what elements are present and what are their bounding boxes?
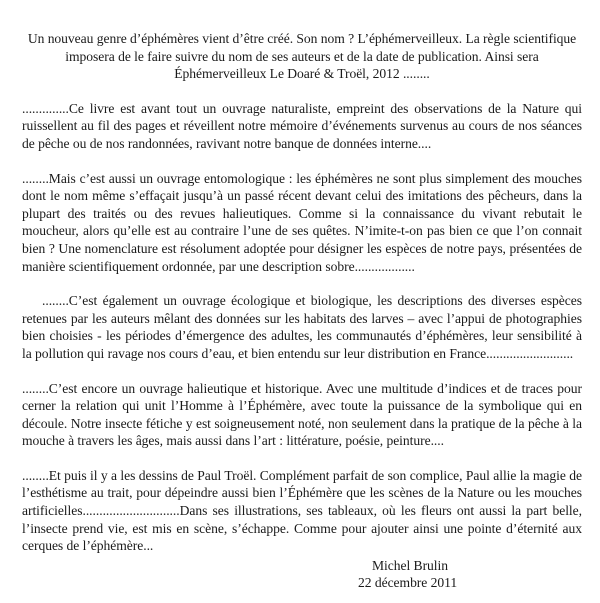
intro-paragraph: Un nouveau genre d’éphémères vient d’être créé. Son nom ? L’éphémerveilleux. La règle scientifique imposera de le faire suivre du nom de ses auteurs et de la date de publication. Ainsi sera Éphémerveilleux Le Doaré & Troël, 2012 ........: [27, 31, 577, 82]
entomological-paragraph: ........Mais c’est aussi un ouvrage entomologique : les éphémères ne sont plus simplement des mouches dont le nom même s’effaçait jusqu’à un passé récent devant celui des imitations des pêcheurs, dans la plupart des traités ou des revues halieutiques. Comme si la connaissance du vivant rebutait le moucheur, alors qu’elle est au contraire l’une de ses quêtes. N’imite-t-on pas bien ce que l’on connait bien ? Une nomenclature est résolument adoptée pour désigner les espèces de notre pays, présentées de manière scientifiquement ordonnée, par une description sobre..................: [22, 170, 582, 274]
signature-date: 22 décembre 2011: [358, 575, 458, 591]
halieutic-paragraph: ........C’est encore un ouvrage halieutique et historique. Avec une multitude d’indices et de traces pour cerner la relation qui unit l’Homme à l’Éphémère, avec toute la puissance de la symbolique qui en découle. Notre insecte fétiche y est soigneusement noté, non seulement dans la pratique de la pêche à la mouche à travers les âges, mais aussi dans l’art : littérature, poésie, peinture....: [22, 380, 582, 449]
drawings-paragraph: ........Et puis il y a les dessins de Paul Troël. Complément parfait de son complice, Paul allie la magie de l’esthétisme au trait, pour dépeindre aussi bien l’Éphémère que les scènes de la Nature ou les mouches artificielles.............................Dans ses illustrations, ses tableaux, où les fleurs ont aussi la part belle, l’insecte prend vie, est mis en scène, s’échappe. Comme pour ajouter ainsi une pointe d’éternité aux cerques de l’éphémère...: [22, 467, 582, 554]
naturalist-paragraph: ..............Ce livre est avant tout un ouvrage naturaliste, empreint des observations de la Nature qui ruissellent au fil des pages et réveillent notre mémoire d’événements survenus au cours de nos séances de pêche ou de nos randonnées, ravivant notre banque de données interne....: [22, 100, 582, 151]
signature-name: Michel Brulin: [372, 557, 448, 573]
ecological-paragraph: ........C’est également un ouvrage écologique et biologique, les descriptions des diverses espèces retenues par les auteurs mêlant des données sur les habitats des larves – avec l’appui de photographies bien choisies - les périodes d’émergence des adultes, les communautés d’éphémères, leur sensibilité à la pollution qui ravage nos cours d’eau, et bien entendu sur leur distribution en France..........................: [22, 293, 582, 361]
